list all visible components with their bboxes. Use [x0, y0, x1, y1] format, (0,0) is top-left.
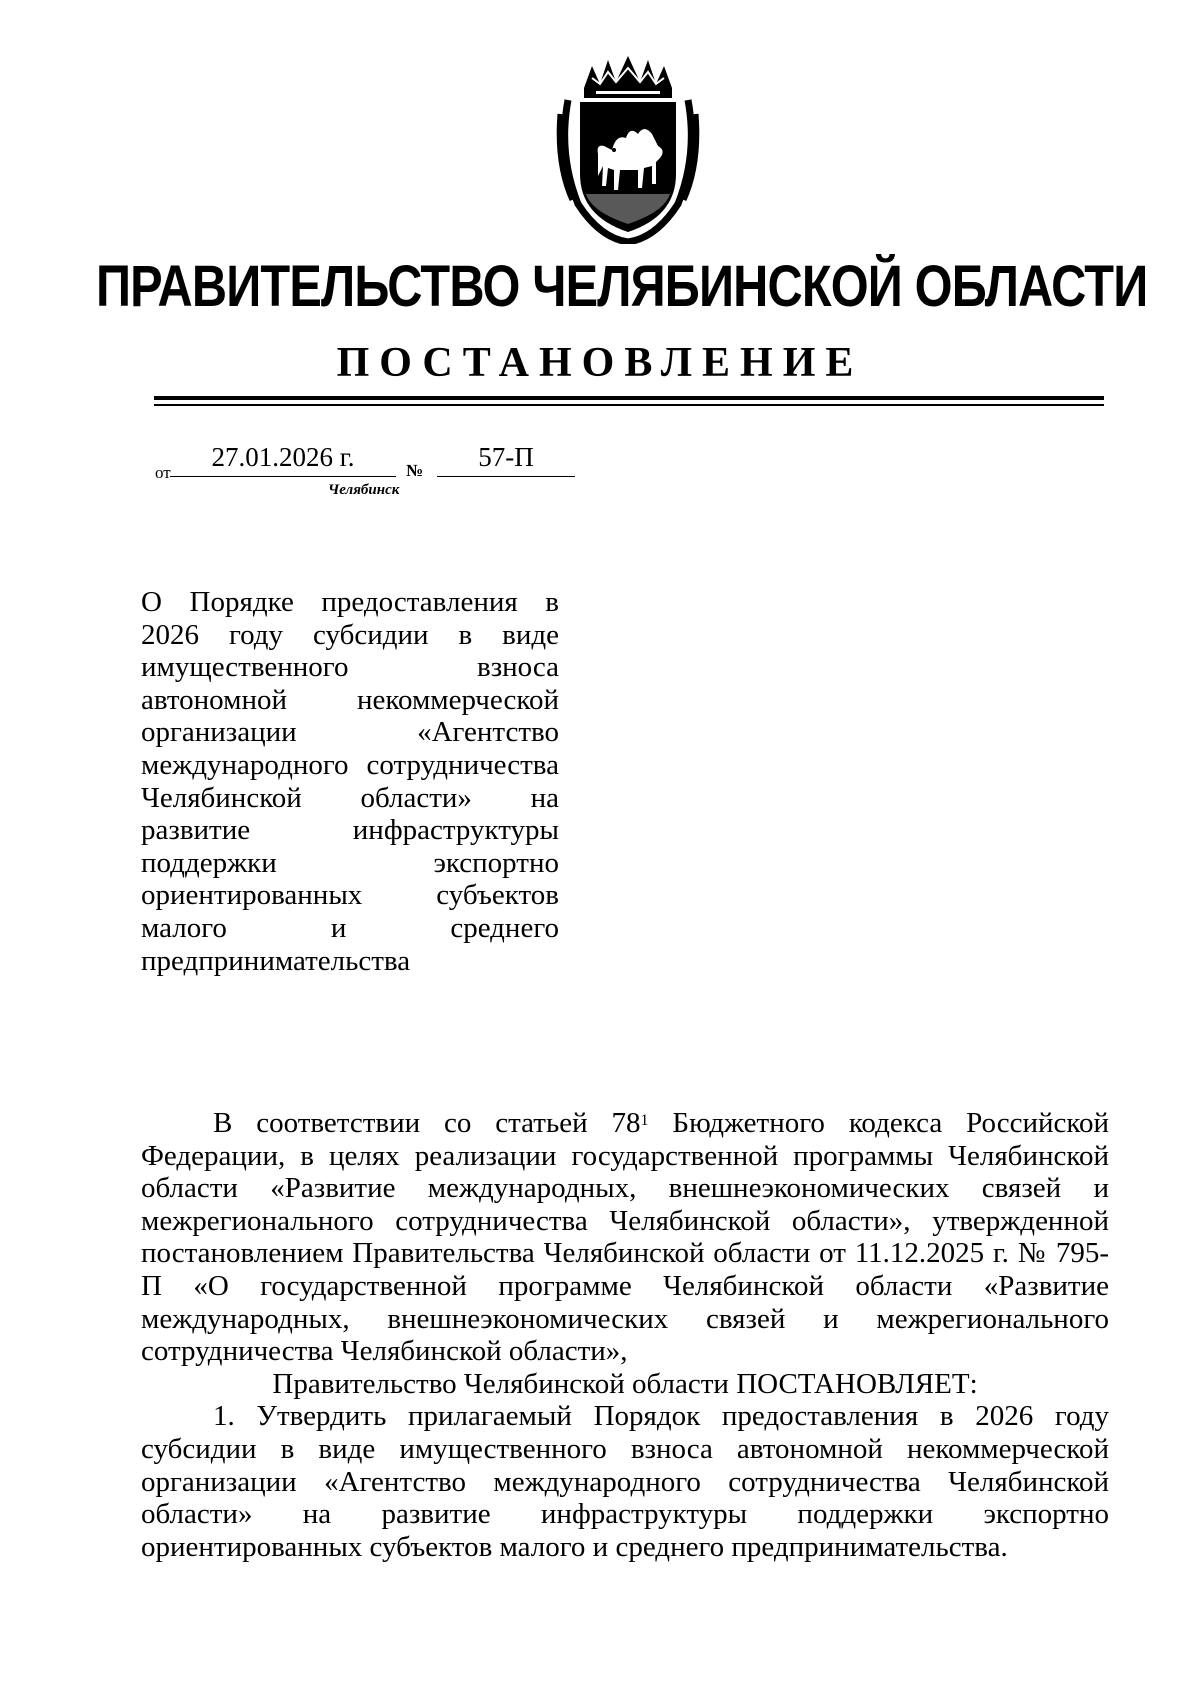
document-type: ПОСТАНОВЛЕНИЕ [336, 340, 864, 386]
government-title: ПРАВИТЕЛЬСТВО ЧЕЛЯБИНСКОЙ ОБЛАСТИ [96, 254, 1148, 319]
article-superscript: 1 [640, 1112, 649, 1129]
number-prefix: № [406, 461, 424, 480]
document-date: 27.01.2026 г. [211, 442, 355, 472]
header-divider [154, 396, 1104, 400]
document-number: 57-П [478, 442, 534, 472]
document-city: Челябинск [328, 482, 400, 498]
date-underline [170, 476, 396, 477]
date-prefix: от [155, 463, 171, 482]
document-body [141, 1107, 1109, 1563]
preamble-text-start: В соответствии со статьей 78 [213, 1107, 641, 1139]
preamble-text-end: Бюджетного кодекса Российской Федерации, в целях реализации государственной программы Челябинской области «Развитие международных, внешнеэкономических связей и межрегионального сотрудничества Челябинской области», утвержденной постановлением Правительства Челябинской области от 11.12.2025 г. № 795-П «О государственной программе Челябинской области «Развитие международных, внешнеэкономических связей и межрегионального сотрудничества Челябинской области», [141, 1107, 1110, 1368]
decree-line: Правительство Челябинской области ПОСТАНОВЛЯЕТ: [272, 1367, 978, 1400]
preamble-paragraph [141, 1107, 1109, 1368]
header-divider-thin [154, 404, 1104, 406]
camel-shield-icon [556, 54, 701, 244]
document-subject: О Порядке предоставления в 2026 году субсидии в виде имущественного взноса автономной некоммерческой организации «Агентство международного сотрудничества Челябинской области» на развитие инфраструктуры поддержки экспортно ориентированных субъектов малого и среднего предпринимательства [141, 586, 559, 977]
item-1-paragraph: 1. Утвердить прилагаемый Порядок предоставления в 2026 году субсидии в виде имущественного взноса автономной некоммерческой организации «Агентство международного сотрудничества Челябинской области» на развитие инфраструктуры поддержки экспортно ориентированных субъектов малого и среднего предпринимательства. [141, 1400, 1109, 1563]
number-underline [437, 476, 575, 477]
coat-of-arms-emblem [556, 54, 701, 244]
